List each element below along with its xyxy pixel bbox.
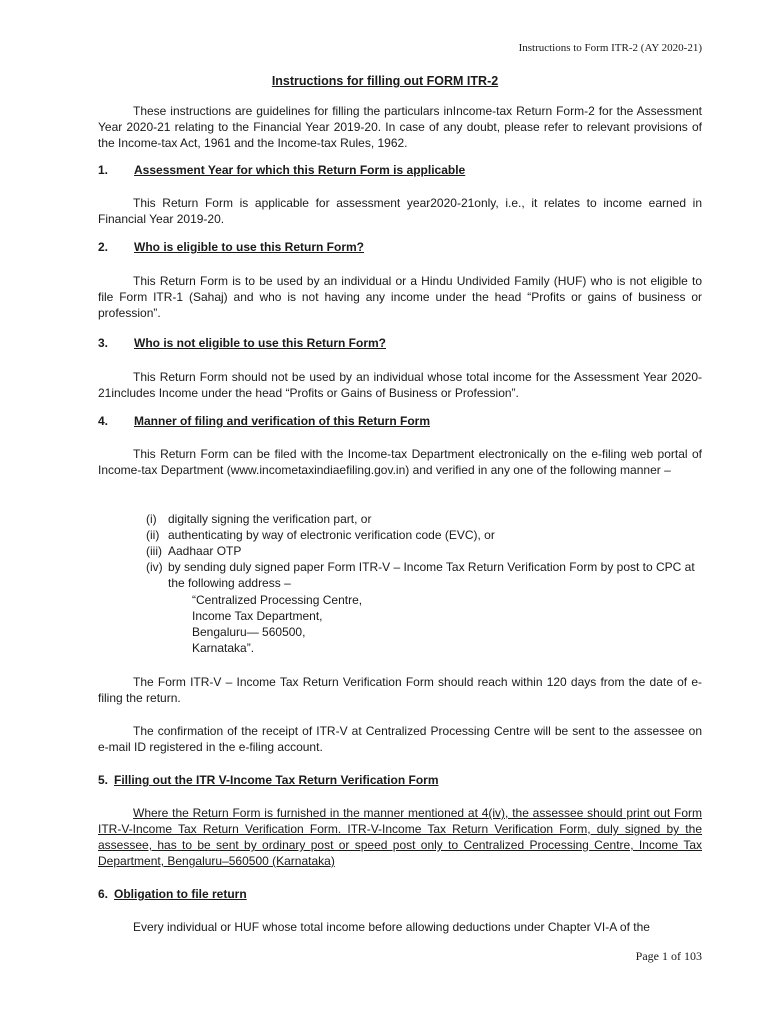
section-4-heading: 4. Manner of filing and verification of this Return Form (98, 414, 431, 428)
section-1-heading: 1. Assessment Year for which this Return Form is applicable (98, 163, 466, 177)
section-1-body: This Return Form is applicable for assessment year2020-21only, i.e., it relates to income earned in Financial Year 2019-20. (98, 196, 702, 226)
list-item: (i) digitally signing the verification part, or (146, 512, 372, 526)
page-title: Instructions for filling out FORM ITR-2 (271, 74, 499, 88)
section-2-body: This Return Form is to be used by an individual or a Hindu Undivided Family (HUF) who is not eligible to file Form ITR-1 (Sahaj) and who is not having any income under the head “Profits or gains of business or profession”. (98, 274, 702, 320)
section-2-heading: 2. Who is eligible to use this Return Form? (98, 240, 365, 254)
section-4-body: This Return Form can be filed with the Income-tax Department electronically on the e-filing web portal of Income-tax Department (www.incometaxindiaefiling.gov.in) and verified in any one of the following manner – (98, 447, 702, 477)
section-6-body: Every individual or HUF whose total income before allowing deductions under Chapter VI-A of the (133, 920, 650, 934)
section-4-body-2: The Form ITR-V – Income Tax Return Verification Form should reach within 120 days from the date of e-filing the return. (98, 675, 702, 705)
section-5-heading: 5. Filling out the ITR V-Income Tax Return Verification Form (98, 773, 439, 787)
section-3-heading: 3. Who is not eligible to use this Return Form? (98, 336, 386, 350)
section-4-body-3: The confirmation of the receipt of ITR-V at Centralized Processing Centre will be sent to the assessee on e-mail ID registered in the e-filing account. (98, 724, 702, 754)
running-header: Instructions to Form ITR-2 (AY 2020-21) (518, 42, 702, 54)
list-item: (iv) by sending duly signed paper Form ITR-V – Income Tax Return Verification Form by post to CPC at the following address – (146, 560, 695, 590)
section-5-body: Where the Return Form is furnished in the manner mentioned at 4(iv), the assessee should print out Form ITR-V-Income Tax Return Verification Form. ITR-V-Income Tax Return Verification Form, duly signed by the assessee, has to be sent by ordinary post or speed post only to Centralized Processing Centre, Income Tax Department, Bengaluru–560500 (Karnataka) (98, 806, 702, 868)
list-item: (iii) Aadhaar OTP (146, 544, 242, 558)
page-number: Page 1 of 103 (635, 949, 702, 963)
list-item: (ii) authenticating by way of electronic verification code (EVC), or (146, 528, 495, 542)
intro-paragraph: These instructions are guidelines for filling the particulars inIncome-tax Return Form-2 for the Assessment Year 2020-21 relating to the Financial Year 2019-20. In case of any doubt, please refer to relevant provisions of the Income-tax Act, 1961 and the Income-tax Rules, 1962. (98, 104, 702, 150)
section-6-heading: 6. Obligation to file return (98, 887, 247, 901)
section-3-body: This Return Form should not be used by an individual whose total income for the Assessment Year 2020-21includes Income under the head “Profits or Gains of Business or Profession”. (98, 370, 702, 400)
verification-methods-list (146, 511, 702, 591)
cpc-address: “Centralized Processing Centre, Income Tax Department, Bengaluru— 560500, Karnataka”. (192, 593, 363, 655)
